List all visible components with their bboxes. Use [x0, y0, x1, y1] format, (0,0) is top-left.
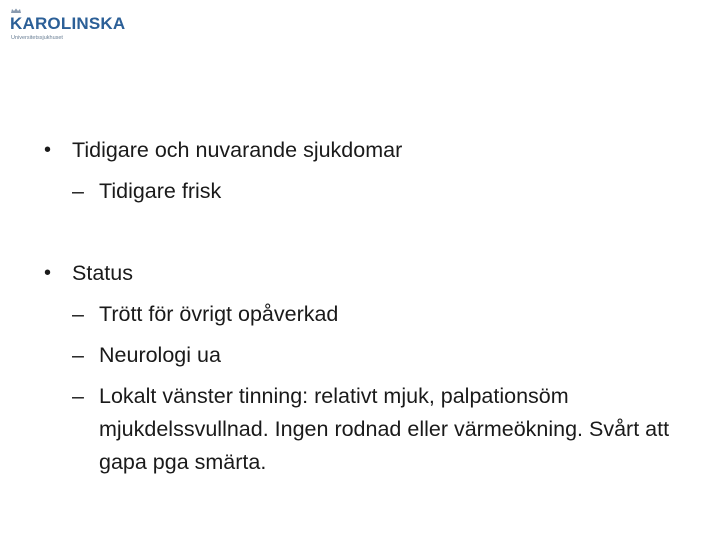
- bullet-symbol: •: [44, 262, 52, 284]
- dash-symbol: –: [72, 343, 84, 367]
- sub-item: [44, 376, 704, 479]
- logo-subtitle: Universitetssjukhuset: [11, 35, 63, 41]
- sub-item-label: Lokalt vänster tinning: relativt mjuk, palpationsöm mjukdelssvullnad. Ingen rodnad eller värmeökning. Svårt att gapa pga smärta.: [99, 384, 670, 474]
- sub-item-label: Tidigare frisk: [99, 179, 222, 203]
- dash-symbol: –: [72, 302, 84, 326]
- logo-name: KAROLINSKA: [10, 14, 126, 33]
- bullet-item: [44, 130, 704, 171]
- sub-item: [44, 335, 704, 376]
- bullet-label: Status: [72, 261, 133, 285]
- dash-symbol: –: [72, 384, 84, 408]
- bullet-symbol: •: [44, 139, 52, 161]
- sub-item-label: Trött för övrigt opåverkad: [99, 302, 339, 326]
- slide-content: [44, 130, 704, 479]
- bullet-label: Tidigare och nuvarande sjukdomar: [72, 138, 403, 162]
- sub-item-label: Neurologi ua: [99, 343, 221, 367]
- bullet-item: [44, 253, 704, 294]
- spacer: [44, 212, 704, 253]
- dash-symbol: –: [72, 179, 84, 203]
- sub-item: [44, 294, 704, 335]
- sub-item: [44, 171, 704, 212]
